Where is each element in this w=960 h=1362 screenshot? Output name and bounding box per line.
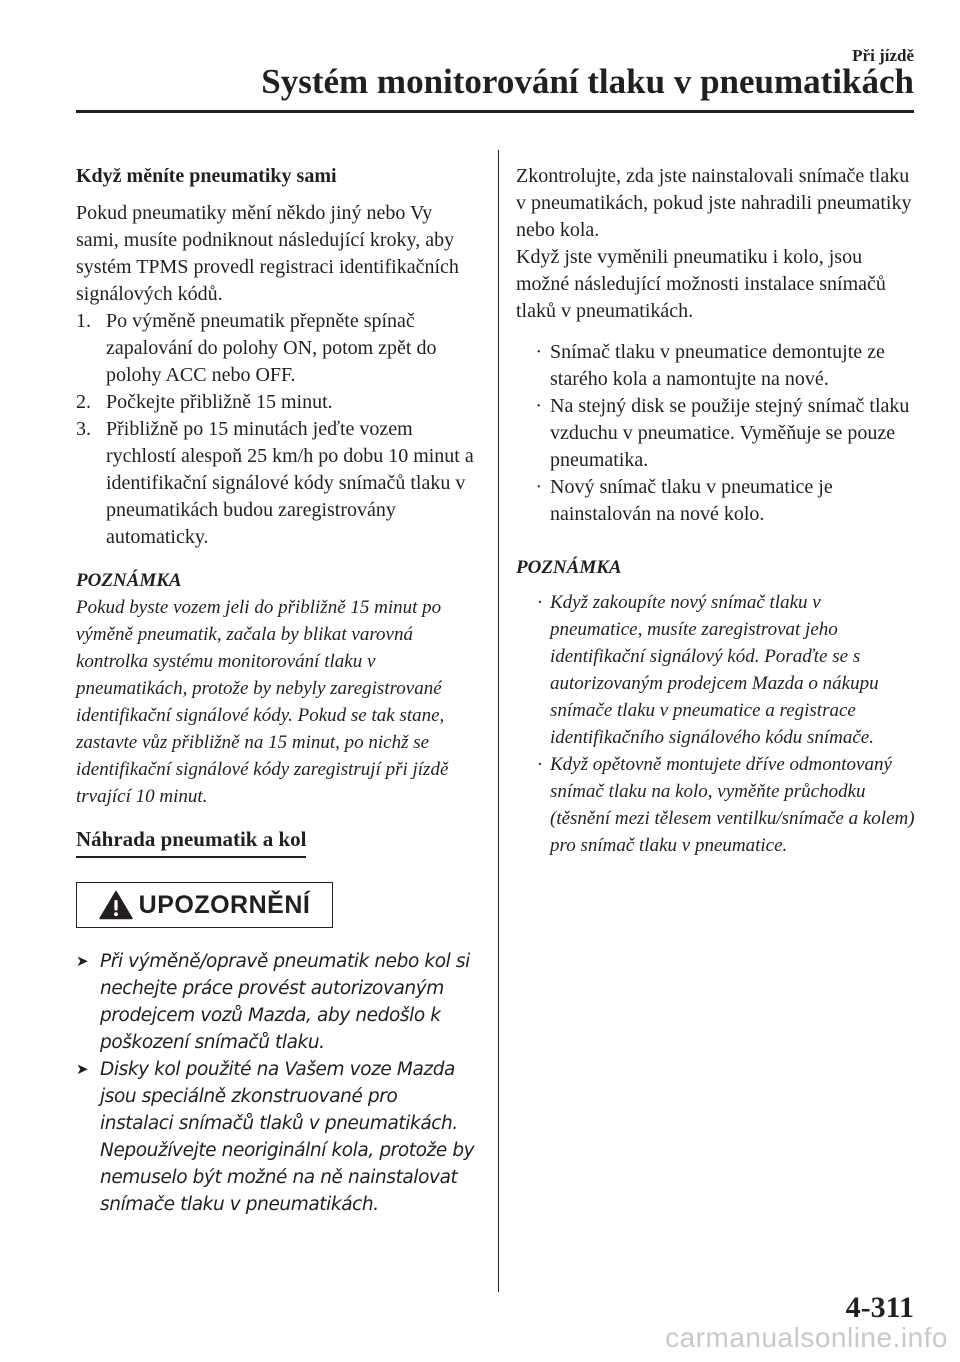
subsection-heading: Když měníte pneumatiky sami xyxy=(76,165,337,187)
bullet-dot-icon: · xyxy=(535,341,542,363)
bullet-item xyxy=(516,474,916,528)
note-text: Když zakoupíte nový snímač tlaku v pneumatice, musíte zaregistrovat jeho identifikační signálový kód. Poraďte se s autorizovaným prodejcem Mazda o nákupu snímače tlaku v pneumatice a registrace identifikačního signálového kódu snímače. xyxy=(550,592,879,748)
right-column xyxy=(516,163,916,859)
step-number: 3. xyxy=(76,418,91,440)
arrowhead-bullet-icon: ➤ xyxy=(76,952,89,970)
column-divider xyxy=(498,150,499,1292)
bullet-dot-icon: · xyxy=(535,395,542,417)
step-item xyxy=(76,308,476,389)
bullet-list xyxy=(516,339,916,528)
page-number: 4-311 xyxy=(845,1291,914,1324)
warning-box xyxy=(76,882,333,928)
note-item xyxy=(516,751,916,859)
warning-text: Disky kol použité na Vašem voze Mazda jsou speciálně zkonstruované pro instalaci snímačů tlaků v pneumatikách. Nepoužívejte neoriginální kola, protože by nemuselo být možné na ně nainstalovat snímače tlaku v pneumatikách. xyxy=(100,1059,475,1215)
section-heading: Náhrada pneumatik a kol xyxy=(76,826,306,858)
note-text: Když opětovně montujete dříve odmontovaný snímač tlaku na kolo, vyměňte průchodku (těsnění mezi tělesem ventilku/snímače a kolem) pro snímač tlaku v pneumatice. xyxy=(550,754,915,856)
warning-text: Při výměně/opravě pneumatik nebo kol si nechejte práce provést autorizovaným prodejcem vozů Mazda, aby nedošlo k poškození snímačů tlaku. xyxy=(100,951,470,1053)
bullet-dot-icon: · xyxy=(537,754,542,775)
step-text: Přibližně po 15 minutách jeďte vozem rychlostí alespoň 25 km/h po dobu 10 minut a identifikační signálové kódy snímačů tlaku v pneumatikách budou zaregistrovány automaticky. xyxy=(106,418,474,548)
page-title: Systém monitorování tlaku v pneumatikách xyxy=(261,62,914,101)
left-column xyxy=(76,163,476,1218)
bullet-text: Nový snímač tlaku v pneumatice je nainstalován na nové kolo. xyxy=(550,476,833,525)
bullet-text: Snímač tlaku v pneumatice demontujte ze starého kola a namontujte na nové. xyxy=(550,341,885,390)
watermark-text: carmanualsonline.info xyxy=(665,1322,948,1353)
intro-paragraph: Pokud pneumatiky mění někdo jiný nebo Vy sami, musíte podniknout následující kroky, aby systém TPMS provedl registraci identifikačních signálových kódů. xyxy=(76,202,459,305)
note-text: Pokud byste vozem jeli do přibližně 15 minut po výměně pneumatik, začala by blikat varovná kontrolka systému monitorování tlaku v pneumatikách, protože by nebyly zaregistrované identifikační signálové kódy. Pokud se tak stane, zastavte vůz přibližně na 15 minut, po nichž se identifikační signálové kódy zaregistrují při jízdě trvající 10 minut. xyxy=(76,597,449,807)
step-number: 2. xyxy=(76,391,91,413)
intro-paragraph: Zkontrolujte, zda jste nainstalovali snímače tlaku v pneumatikách, pokud jste nahradili pneumatiky nebo kola. xyxy=(516,165,912,241)
note-item xyxy=(516,589,916,751)
step-text: Po výměně pneumatik přepněte spínač zapalování do polohy ON, potom zpět do polohy ACC nebo OFF. xyxy=(106,310,437,386)
bullet-item xyxy=(516,393,916,474)
note-list xyxy=(516,589,916,859)
warning-item xyxy=(76,1056,476,1218)
bullet-dot-icon: · xyxy=(537,592,542,613)
warning-item xyxy=(76,948,476,1056)
warning-list xyxy=(76,948,476,1218)
arrowhead-bullet-icon: ➤ xyxy=(76,1060,89,1078)
step-item xyxy=(76,389,476,416)
step-number: 1. xyxy=(76,310,91,332)
bullet-dot-icon: · xyxy=(535,476,542,498)
step-text: Počkejte přibližně 15 minut. xyxy=(106,391,333,413)
header-rule xyxy=(76,110,914,113)
steps-list xyxy=(76,308,476,551)
bullet-text: Na stejný disk se použije stejný snímač tlaku vzduchu v pneumatice. Vyměňuje se pouze pneumatika. xyxy=(550,395,910,471)
header-section-label: Při jízdě xyxy=(852,46,914,65)
note-title: POZNÁMKA xyxy=(76,570,182,591)
step-item xyxy=(76,416,476,551)
note-title: POZNÁMKA xyxy=(516,557,622,578)
bullet-item xyxy=(516,339,916,393)
warning-triangle-icon xyxy=(99,890,133,920)
intro-paragraph-2: Když jste vyměnili pneumatiku i kolo, jsou možné následující možnosti instalace snímačů tlaků v pneumatikách. xyxy=(516,246,886,322)
warning-label: UPOZORNĚNÍ xyxy=(138,890,311,919)
